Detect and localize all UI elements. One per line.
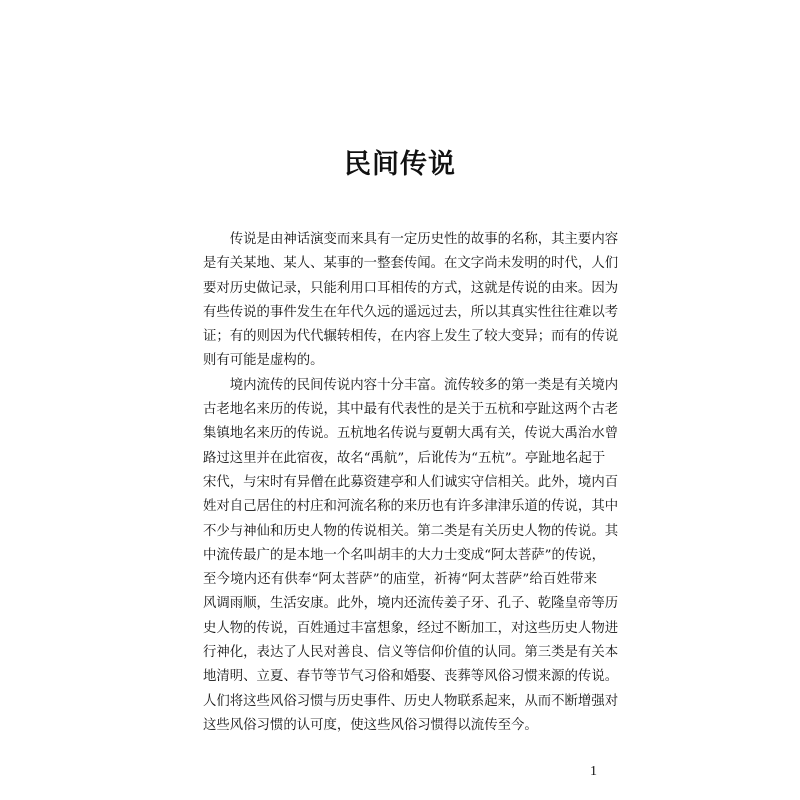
text-line: 有些传说的事件发生在年代久远的遥远过去，所以其真实性往往难以考 [203,304,619,320]
page-title: 民间传说 [344,149,456,180]
text-line: 境内流传的民间传说内容十分丰富。流传较多的第一类是有关境内 [203,377,619,393]
text-line: 至今境内还有供奉“阿太菩萨”的庙堂，祈祷“阿太菩萨”给百姓带来 [203,572,597,588]
text-line: 史人物的传说，百姓通过丰富想象，经过不断加工，对这些历史人物进 [203,620,619,636]
text-line: 证；有的则因为代代辗转相传，在内容上发生了较大变异；而有的传说 [203,329,619,345]
text-line: 人们将这些风俗习惯与历史事件、历史人物联系起来，从而不断增强对 [203,693,619,709]
paragraph [203,228,619,374]
text-line: 宋代，与宋时有异僧在此募资建亭和人们诚实守信相关。此外，境内百 [203,474,619,490]
text-line: 地清明、立夏、春节等节气习俗和婚娶、丧葬等风俗习惯来源的传说。 [203,669,619,685]
body-text [203,228,619,738]
text-line: 中流传最广的是本地一个名叫胡丰的大力士变成“阿太菩萨”的传说， [203,547,606,563]
paragraph [203,374,619,738]
text-line: 古老地名来历的传说，其中最有代表性的是关于五杭和亭趾这两个古老 [203,402,619,418]
text-line: 这些风俗习惯的认可度，使这些风俗习惯得以流传至今。 [203,717,538,733]
text-line: 则有可能是虚构的。 [203,353,324,369]
text-line: 不少与神仙和历史人物的传说相关。第二类是有关历史人物的传说。其 [203,523,619,539]
text-line: 路过这里并在此宿夜，故名“禹航”，后讹传为“五杭”。亭趾地名起于 [203,450,606,466]
text-line: 风调雨顺，生活安康。此外，境内还流传姜子牙、孔子、乾隆皇帝等历 [203,596,619,612]
text-line: 要对历史做记录，只能利用口耳相传的方式，这就是传说的由来。因为 [203,280,619,296]
page-number: 1 [590,764,597,779]
text-line: 姓对自己居住的村庄和河流名称的来历也有许多津津乐道的传说，其中 [203,499,619,515]
text-line: 行神化，表达了人民对善良、信义等信仰价值的认同。第三类是有关本 [203,645,619,661]
text-line: 集镇地名来历的传说。五杭地名传说与夏朝大禹有关，传说大禹治水曾 [203,426,619,442]
text-line: 是有关某地、某人、某事的一整套传闻。在文字尚未发明的时代，人们 [203,256,619,272]
text-line: 传说是由神话演变而来具有一定历史性的故事的名称，其主要内容 [203,232,619,247]
